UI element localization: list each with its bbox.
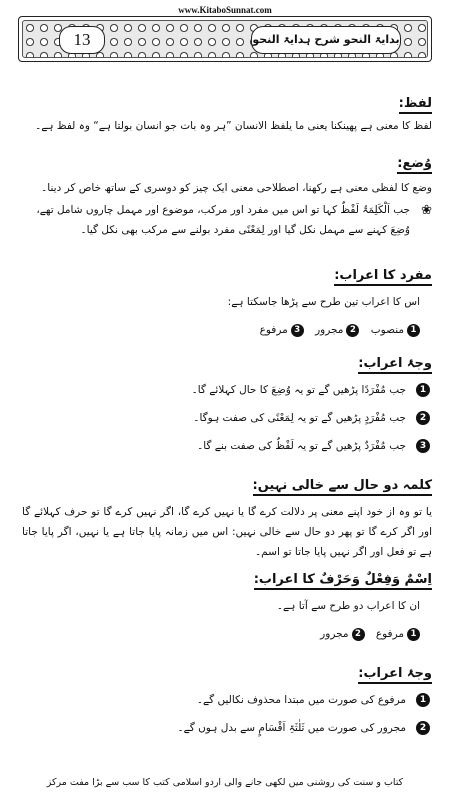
option-item: [315, 320, 359, 340]
list-item-text: جب مُفْرَدًا پڑھیں گے تو یہ وُضِعَ کا حال کہلائے گا۔: [191, 384, 406, 396]
site-url[interactable]: www.KitaboSunnat.com: [178, 5, 272, 15]
section-wajh-irab-1: [22, 352, 432, 374]
option-label: منصوب: [370, 324, 404, 336]
number-badge: 1: [407, 628, 420, 641]
section-kalima: [22, 474, 432, 496]
list-item: [22, 380, 432, 400]
list-item-text: مجرور کی صورت میں ثَلٰثَۃِ اَقْسَامٍ سے بدل ہوں گے۔: [177, 722, 406, 734]
section-lafz-text: [22, 116, 432, 136]
options-row: [22, 624, 432, 644]
section-wad-text: [22, 178, 432, 198]
note-row: [22, 200, 432, 240]
section-ism-intro: [22, 596, 432, 616]
option-item: [260, 320, 304, 340]
section-heading: لفظ:: [399, 96, 432, 114]
footer-tagline: کتاب و سنت کی روشنی میں لکھی جانے والی اردو اسلامی کتب کا سب سے بڑا مفت مرکز: [46, 777, 404, 788]
wajh-irab-1-list: [22, 380, 432, 456]
list-item: [22, 408, 432, 428]
book-title: بدایۃ النحو شرح ہدایۃ النحو: [251, 26, 401, 54]
list-item-text: جب مُفْرَدٌ پڑھیں گے تو یہ لَفْظٌ کی صفت بنے گا۔: [197, 440, 406, 452]
ism-options: [22, 624, 432, 644]
section-ism-irab: [22, 568, 432, 590]
option-item: [376, 624, 420, 644]
number-badge: 1: [416, 693, 430, 707]
page-number: 13: [59, 26, 105, 54]
number-badge: 2: [416, 721, 430, 735]
options-row: [22, 320, 432, 340]
option-item: [320, 624, 364, 644]
number-badge: 3: [291, 324, 304, 337]
paragraph: ان کا اعراب دو طرح سے آتا ہے۔: [276, 600, 420, 612]
section-mufrad-irab: [22, 264, 432, 286]
section-lafz: [22, 92, 432, 114]
paragraph: لفظ کا معنی ہے پھینکنا یعنی ما یلفظ الانسان ”ہر وہ بات جو انسان بولتا ہے“ وہ لفظ ہے۔: [35, 120, 432, 132]
section-heading: کلمہ دو حال سے خالی نہیں:: [253, 478, 433, 496]
number-badge: 2: [346, 324, 359, 337]
number-badge: 2: [352, 628, 365, 641]
option-label: مرفوع: [259, 324, 288, 336]
note-text: جب اَلْکَلِمَۃُ لَفْظٌ کہا تو اس میں مفرد اور مرکب، موضوع اور مہمل چاروں شامل تھے، وُضِعَ کہنے سے مہمل نکل گیا اور لِمَعْنًی مفرد بولنے سے مرکب بھی نکل گیا۔: [36, 204, 410, 236]
list-item-text: جب مُفْرَدٍ پڑھیں گے تو یہ لِمَعْنًی کی صفت ہوگا۔: [193, 412, 406, 424]
paragraph: وضع کا لفظی معنی ہے رکھنا، اصطلاحی معنی ایک چیز کو دوسری کے ساتھ خاص کر دینا۔: [41, 182, 432, 194]
number-badge: 3: [416, 439, 430, 453]
option-label: مجرور: [315, 324, 344, 336]
number-badge: 1: [407, 324, 420, 337]
section-heading: وُضع:: [397, 156, 432, 174]
number-badge: 2: [416, 411, 430, 425]
section-heading: مفرد کا اعراب:: [334, 268, 432, 286]
section-heading: وجۂ اعراب:: [358, 666, 432, 684]
section-wad-note: [22, 200, 432, 240]
number-badge: 1: [416, 383, 430, 397]
section-mufrad-intro: [22, 292, 432, 312]
section-heading: اِسْمٌ وَفِعْلٌ وَحَرْفٌ کا اعراب:: [254, 572, 432, 590]
flower-icon: ❀: [421, 203, 432, 218]
option-label: مرفوع: [375, 628, 404, 640]
section-wajh-irab-2: [22, 662, 432, 684]
mufrad-options: [22, 320, 432, 340]
list-item: [22, 436, 432, 456]
wajh-irab-2-list: [22, 690, 432, 738]
section-heading: وجۂ اعراب:: [358, 356, 432, 374]
list-item-text: مرفوع کی صورت میں مبتدا محذوف نکالیں گے۔: [196, 694, 406, 706]
section-kalima-text: [22, 502, 432, 562]
page-header-band: [18, 16, 432, 62]
section-wad: [22, 152, 432, 174]
option-item: [371, 320, 420, 340]
list-item: [22, 690, 432, 710]
paragraph: یا تو وہ از خود اپنے معنی پر دلالت کرے گا یا نہیں کرے گا، اگر نہیں کرے گا تو حرف کہلائے گا اور اگر کرے گا تو پھر دو حال سے خالی نہیں: اس میں زمانہ پایا جاتا ہے یا نہیں، اگر پایا جاتا ہے تو فعل اور اگر نہیں پایا جاتا تو اسم۔: [22, 506, 432, 558]
page-content: [22, 66, 432, 756]
option-label: مجرور: [320, 628, 349, 640]
list-item: [22, 718, 432, 738]
paragraph: اس کا اعراب تین طرح سے پڑھا جاسکتا ہے:: [227, 296, 420, 308]
